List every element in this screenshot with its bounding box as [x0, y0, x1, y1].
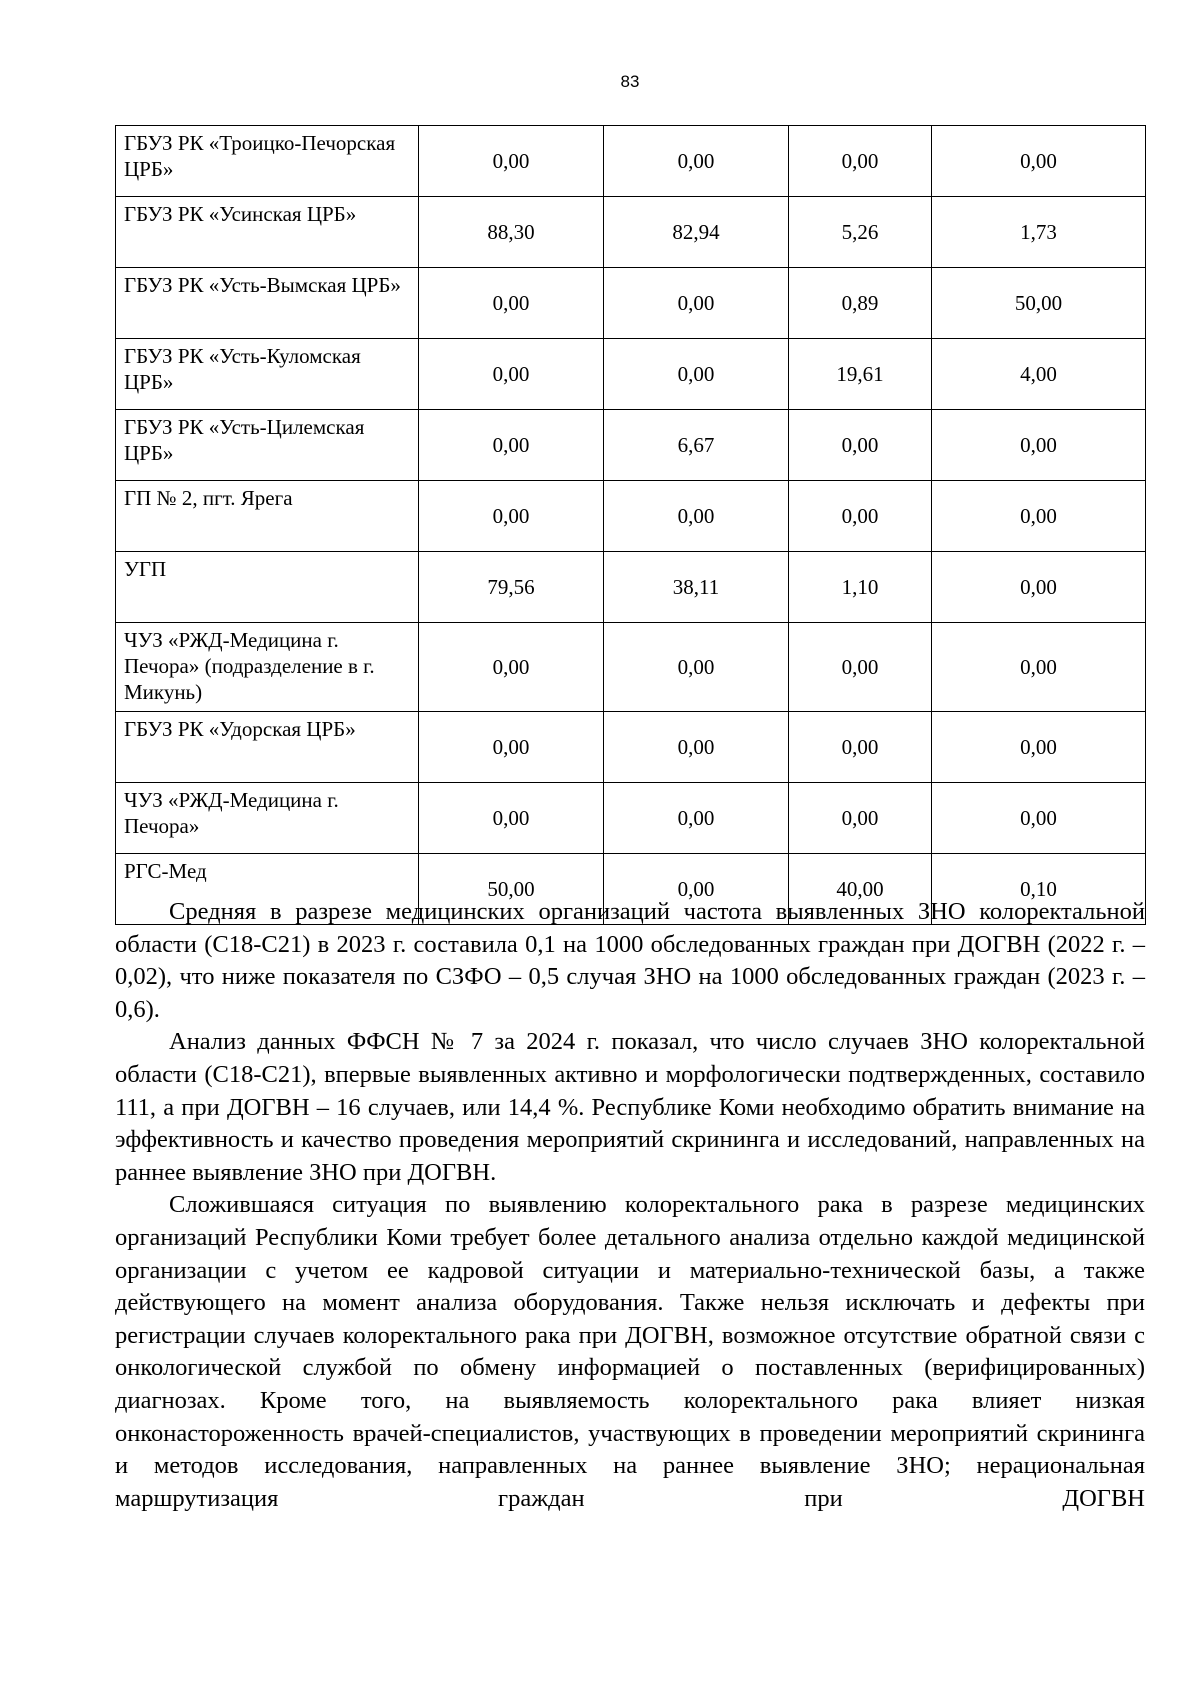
value-cell: 0,00 — [604, 126, 789, 197]
paragraph-average-frequency: Средняя в разрезе медицинских организаций частота выявленных ЗНО колоректальной области (С18-С21) в 2023 г. составила 0,1 на 1000 обследованных граждан при ДОГВН (2022 г. – 0,02), что ниже показателя по СЗФО – 0,5 случая ЗНО на 1000 обследованных граждан (2023 г. – 0,6). — [115, 898, 1145, 1023]
value-cell: 0,00 — [932, 623, 1146, 712]
page-number: 83 — [620, 72, 640, 91]
value-cell: 0,00 — [604, 712, 789, 783]
value-cell: 0,00 — [604, 783, 789, 854]
organizations-table — [115, 125, 1146, 925]
value-cell: 0,00 — [932, 410, 1146, 481]
value-cell: 0,00 — [932, 712, 1146, 783]
value-cell: 50,00 — [932, 268, 1146, 339]
value-cell: 88,30 — [419, 197, 604, 268]
value-cell: 0,00 — [419, 712, 604, 783]
table-row — [116, 126, 1146, 197]
value-cell: 0,00 — [604, 339, 789, 410]
organization-name-cell: УГП — [116, 552, 419, 623]
value-cell: 0,00 — [419, 126, 604, 197]
organization-name-cell: ГП № 2, пгт. Ярега — [116, 481, 419, 552]
table-body — [116, 126, 1146, 925]
value-cell: 0,00 — [932, 126, 1146, 197]
organization-name-cell: ЧУЗ «РЖД-Медицина г. Печора» (подразделение в г. Микунь) — [116, 623, 419, 712]
value-cell: 0,00 — [419, 481, 604, 552]
value-cell: 0,00 — [604, 268, 789, 339]
value-cell: 6,67 — [604, 410, 789, 481]
value-cell: 0,00 — [789, 410, 932, 481]
value-cell: 0,00 — [419, 623, 604, 712]
organization-name-cell: ЧУЗ «РЖД-Медицина г. Печора» — [116, 783, 419, 854]
table-row — [116, 481, 1146, 552]
value-cell: 0,00 — [789, 481, 932, 552]
body-text — [115, 896, 1145, 1515]
value-cell: 0,00 — [604, 623, 789, 712]
organization-name-cell: ГБУЗ РК «Усть-Цилемская ЦРБ» — [116, 410, 419, 481]
value-cell: 40,00 — [789, 854, 932, 925]
value-cell: 50,00 — [419, 854, 604, 925]
table-row — [116, 623, 1146, 712]
value-cell: 38,11 — [604, 552, 789, 623]
organization-name-cell: ГБУЗ РК «Усть-Куломская ЦРБ» — [116, 339, 419, 410]
organization-name-cell: ГБУЗ РК «Усинская ЦРБ» — [116, 197, 419, 268]
value-cell: 0,00 — [932, 783, 1146, 854]
value-cell: 5,26 — [789, 197, 932, 268]
value-cell: 0,00 — [789, 783, 932, 854]
value-cell: 1,10 — [789, 552, 932, 623]
value-cell: 0,00 — [419, 410, 604, 481]
value-cell: 82,94 — [604, 197, 789, 268]
value-cell: 19,61 — [789, 339, 932, 410]
organization-name-cell: ГБУЗ РК «Удорская ЦРБ» — [116, 712, 419, 783]
value-cell: 0,00 — [789, 126, 932, 197]
table-row — [116, 783, 1146, 854]
table-row — [116, 712, 1146, 783]
value-cell: 79,56 — [419, 552, 604, 623]
value-cell: 0,00 — [604, 854, 789, 925]
value-cell: 0,00 — [932, 552, 1146, 623]
value-cell: 4,00 — [932, 339, 1146, 410]
value-cell: 0,00 — [604, 481, 789, 552]
table-row — [116, 268, 1146, 339]
paragraph-situation: Сложившаяся ситуация по выявлению колоректального рака в разрезе медицинских организаций Республики Коми требует более детального анализа отдельно каждой медицинской организации с учетом ее кадровой ситуации и материально-технической базы, а также действующего на момент анализа оборудования. Также нельзя исключать и дефекты при регистрации случаев колоректального рака при ДОГВН, возможное отсутствие обратной связи с онкологической службой по обмену информацией о поставленных (верифицированных) диагнозах. Кроме того, на выявляемость колоректального рака влияет низкая онконастороженность врачей-специалистов, участвующих в проведении мероприятий скрининга и методов исследования, направленных на раннее выявление ЗНО; нерациональная маршрутизация граждан при ДОГВН — [115, 1191, 1145, 1512]
organization-name-cell: РГС-Мед — [116, 854, 419, 925]
value-cell: 0,89 — [789, 268, 932, 339]
table-row — [116, 339, 1146, 410]
value-cell: 0,00 — [419, 783, 604, 854]
value-cell: 1,73 — [932, 197, 1146, 268]
value-cell: 0,00 — [932, 481, 1146, 552]
paragraph-ffsn-analysis: Анализ данных ФФСН № 7 за 2024 г. показал, что число случаев ЗНО колоректальной области (С18-С21), впервые выявленных активно и морфологически подтвержденных, составило 111, а при ДОГВН – 16 случаев, или 14,4 %. Республике Коми необходимо обратить внимание на эффективность и качество проведения мероприятий скрининга и исследований, направленных на раннее выявление ЗНО при ДОГВН. — [115, 1028, 1145, 1186]
value-cell: 0,00 — [789, 623, 932, 712]
value-cell: 0,00 — [419, 339, 604, 410]
organization-name-cell: ГБУЗ РК «Усть-Вымская ЦРБ» — [116, 268, 419, 339]
value-cell: 0,00 — [789, 712, 932, 783]
organization-name-cell: ГБУЗ РК «Троицко-Печорская ЦРБ» — [116, 126, 419, 197]
table-row — [116, 197, 1146, 268]
value-cell: 0,00 — [419, 268, 604, 339]
table-row — [116, 410, 1146, 481]
table-row — [116, 552, 1146, 623]
value-cell: 0,10 — [932, 854, 1146, 925]
